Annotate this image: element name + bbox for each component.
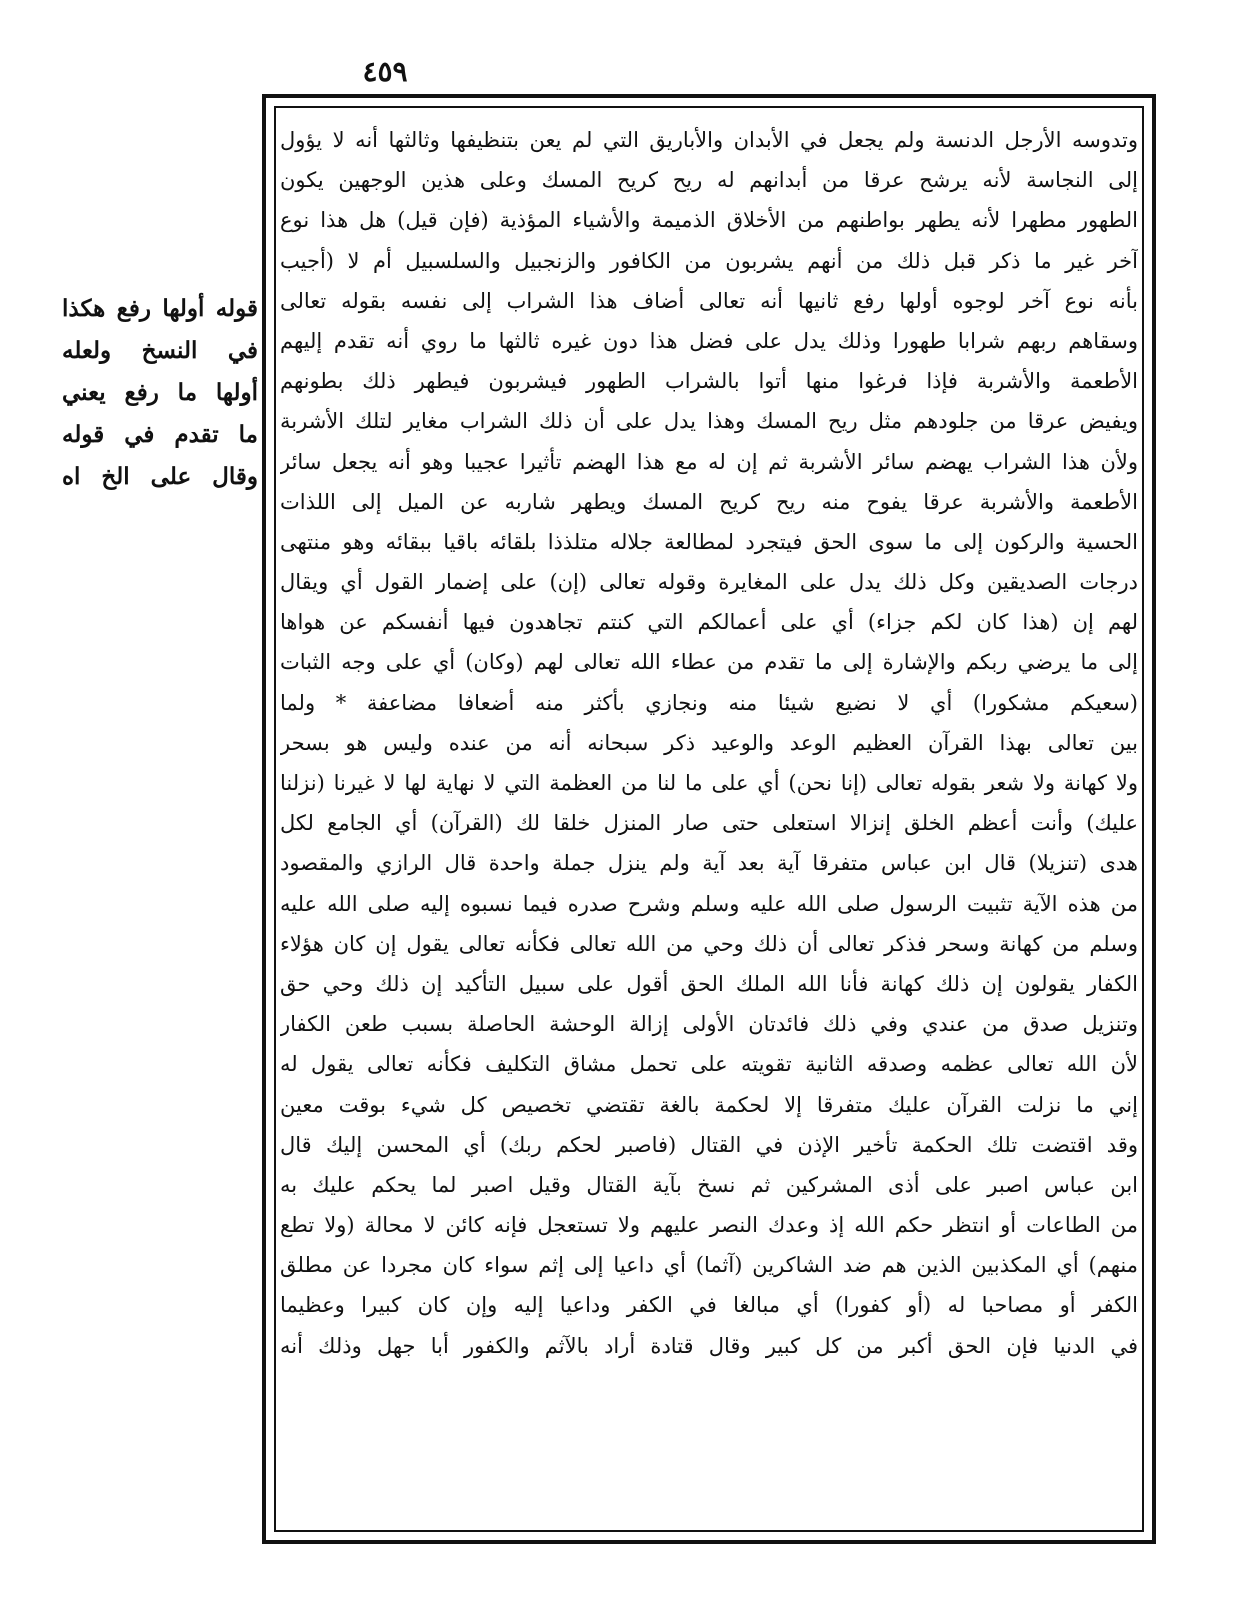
text-line: (سعيكم مشكورا) أي لا نضيع شيئا منه ونجازي بأكثر منه أضعافا مضاعفة * ولما [280, 690, 1138, 715]
margin-note-line: ما تقدم في قوله [62, 421, 258, 448]
margin-note-line: قوله أولها رفع هكذا [62, 295, 258, 322]
text-line: بأنه نوع آخر لوجوه أولها رفع ثانيها أنه تعالى أضاف هذا الشراب إلى نفسه بقوله تعالى [280, 288, 1138, 313]
text-line: من الطاعات أو انتظر حكم الله إذ وعدك النصر عليهم ولا تستعجل فإنه كائن لا محالة (ولا تطع [280, 1213, 1138, 1238]
text-line: ولأن هذا الشراب يهضم سائر الأشربة ثم إن له مع هذا الهضم تأثيرا عجيبا وهو أنه يجعل سائر [280, 449, 1138, 474]
margin-note-line: أولها ما رفع يعني [62, 379, 258, 406]
text-line: من هذه الآية تثبيت الرسول صلى الله عليه وسلم وشرح صدره فيما نسبوه إليه صلى الله عليه [280, 891, 1138, 916]
text-line: وتدوسه الأرجل الدنسة ولم يجعل في الأبدان والأباريق التي لم يعن بتنظيفها وثالثها أنه لا يؤول [280, 128, 1138, 152]
text-line: الكفر أو مصاحبا له (أو كفورا) أي مبالغا في الكفر وداعيا إليه وإن كان كبيرا وعظيما [280, 1293, 1138, 1318]
text-line: إني ما نزلت القرآن عليك متفرقا إلا لحكمة بالغة تقتضي تخصيص كل شيء بوقت معين [280, 1092, 1138, 1117]
margin-note-line: في النسخ ولعله [62, 337, 258, 364]
text-line: الطهور مطهرا لأنه يطهر بواطنهم من الأخلاق الذميمة والأشياء المؤذية (فإن قيل) هل هذا نوع [280, 208, 1138, 233]
text-line: منهم) أي المكذبين الذين هم ضد الشاكرين (آثما) أي داعيا إلى إثم سواء كان مجردا عن مطلق [280, 1253, 1138, 1278]
text-line: عليك) وأنت أعظم الخلق إنزالا استعلى حتى صار المنزل خلقا لك (القرآن) أي الجامع لكل [280, 811, 1138, 836]
text-line: وتنزيل صدق من عندي وفي ذلك فائدتان الأولى إزالة الوحشة الحاصلة بسبب طعن الكفار [280, 1012, 1138, 1037]
text-line: وسلم من كهانة وسحر فذكر تعالى أن ذلك وحي من الله تعالى فكأنه تعالى يقول إن كان هؤلاء [280, 931, 1138, 956]
text-line: بين تعالى بهذا القرآن العظيم الوعد والوعيد ذكر سبحانه أنه من عنده وليس هو بسحر [280, 730, 1138, 755]
text-line: الحسية والركون إلى ما سوى الحق فيتجرد لمطالعة جلاله متلذذا بلقائه باقيا ببقائه وهو منتهى [280, 529, 1138, 554]
text-line: ويفيض عرقا من جلودهم مثل ريح المسك وهذا يدل على أن ذلك الشراب مغاير لتلك الأشربة [280, 409, 1138, 434]
text-frame [262, 94, 1156, 1544]
text-line: الأطعمة والأشربة عرقا يفوح منه ريح كريح المسك ويطهر شاربه عن الميل إلى اللذات [280, 489, 1138, 514]
text-line: وقد اقتضت تلك الحكمة تأخير الإذن في القتال (فاصبر لحكم ربك) أي المحسن إليك قال [280, 1132, 1138, 1157]
text-line: الكفار يقولون إن ذلك كهانة فأنا الله الملك الحق أقول على سبيل التأكيد إن ذلك وحي حق [280, 971, 1138, 996]
text-line: الأطعمة والأشربة فإذا فرغوا منها أتوا بالشراب الطهور فيشربون فيطهر ذلك بطونهم [280, 369, 1138, 394]
margin-note [62, 288, 258, 498]
text-line: في الدنيا فإن الحق أكبر من كل كبير وقال قتادة أراد بالآثم والكفور أبا جهل وذلك أنه [280, 1333, 1138, 1358]
text-line: لهم إن (هذا كان لكم جزاء) أي على أعمالكم التي كنتم تجاهدون فيها أنفسكم عن هواها [280, 610, 1138, 635]
text-line: ولا كهانة ولا شعر بقوله تعالى (إنا نحن) أي على ما لنا من العظمة التي لا نهاية لها لا غيرنا (نزلنا [280, 771, 1138, 795]
margin-note-line: وقال على الخ اه [62, 463, 258, 490]
text-line: إلى النجاسة لأنه يرشح عرقا من أبدانهم له ريح كريح المسك وعلى هذين الوجهين يكون [280, 168, 1138, 193]
main-text-block [280, 120, 1138, 1366]
text-line: درجات الصديقين وكل ذلك يدل على المغايرة وقوله تعالى (إن) على إضمار القول أي ويقال [280, 570, 1138, 595]
text-line: ابن عباس اصبر على أذى المشركين ثم نسخ بآية القتال وقيل اصبر لما يحكم عليك به [280, 1172, 1138, 1197]
text-line: هدى (تنزيلا) قال ابن عباس متفرقا آية بعد آية ولم ينزل جملة واحدة قال الرازي والمقصود [280, 851, 1138, 876]
text-line: إلى ما يرضي ربكم والإشارة إلى ما تقدم من عطاء الله تعالى لهم (وكان) أي على وجه الثبات [280, 650, 1138, 675]
text-line: لأن الله تعالى عظمه وصدقه الثانية تقويته على تحمل مشاق التكليف فكأنه تعالى يقول له [280, 1052, 1138, 1077]
text-line: آخر غير ما ذكر قبل ذلك من أنهم يشربون من الكافور والزنجبيل والسلسبيل أم لا (أجيب [280, 248, 1138, 273]
page-number: ٤٥٩ [362, 55, 408, 88]
text-line: وسقاهم ربهم شرابا طهورا وذلك يدل على فضل هذا دون غيره ثالثها ما روي أنه تقدم إليهم [280, 328, 1138, 353]
